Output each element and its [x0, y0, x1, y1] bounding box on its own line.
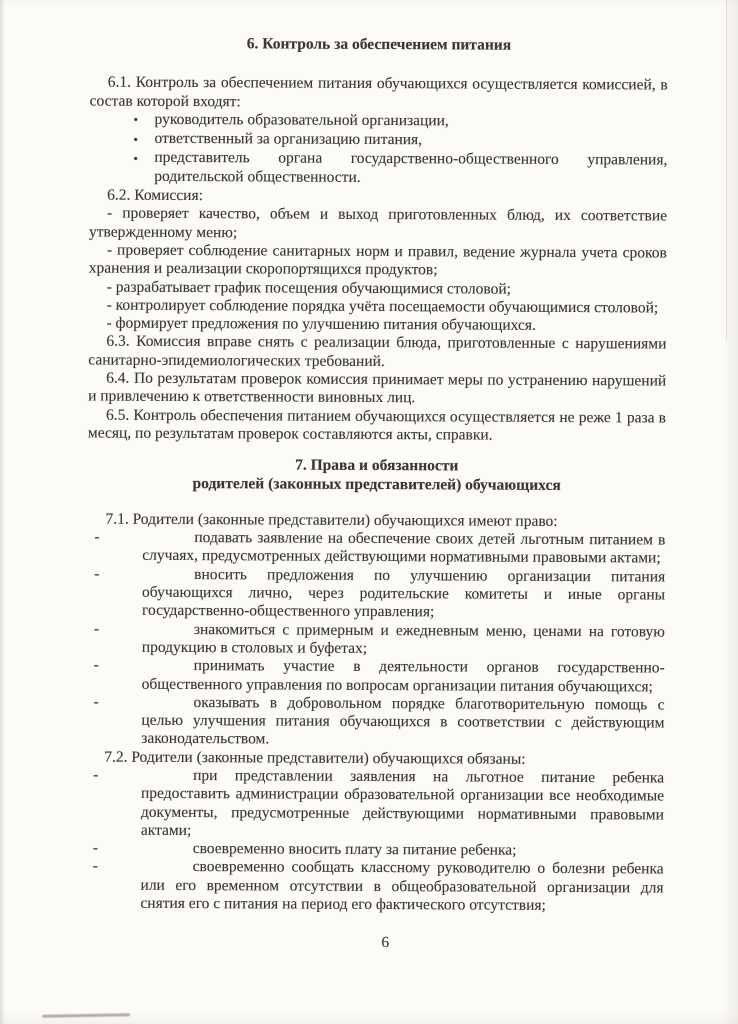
list-item [87, 529, 665, 569]
list-item-text: при представлении заявления на льготное питание ребенка предоставить администрации образовательной организации все необходимые документы, предусмотренные действующими нормативными правовыми актами; [140, 767, 665, 839]
paragraph-7-1: 7.1. Родители (законные представители) обучающихся имеют право: [105, 510, 558, 530]
list-item-text: ответственный за организацию питания, [154, 130, 423, 149]
commission-functions-list [88, 205, 667, 336]
list-item-text: оказывать в добровольном порядке благотворительную помощь с целью улучшения питания обучающихся в соответствии с действующим законодательством. [141, 693, 665, 748]
paragraph-6-5: 6.5. Контроль обеспечения питанием обучающихся осуществляется не реже 1 раза в месяц, по результатам проверок составляются акты, справки. [87, 406, 667, 444]
dash-marker: - [94, 528, 100, 546]
list-item-text: руководитель образовательной организации, [154, 110, 449, 130]
list-item [85, 858, 663, 916]
dash-marker: - [93, 693, 99, 711]
paragraph-6-2: 6.2. Комиссия: [107, 186, 203, 205]
scan-edge-artifact [726, 0, 727, 340]
parent-rights-list [86, 529, 665, 752]
list-item: - проверяет соблюдение санитарных норм и правил, ведение журнала учета сроков хранения и реализации скоропортящихся продуктов; [88, 241, 667, 279]
list-item-text: своевременно вносить плату за питание ребенка; [192, 840, 517, 859]
bullet-icon: • [133, 112, 139, 128]
list-item [89, 130, 667, 151]
dash-marker: - [94, 565, 100, 583]
parent-duties-list [85, 766, 664, 915]
section-7-heading-line1: 7. Права и обязанности [295, 456, 459, 475]
list-item [87, 620, 665, 660]
list-item [90, 110, 668, 131]
list-item [86, 693, 664, 751]
list-item [87, 657, 665, 697]
dash-marker: - [93, 656, 99, 674]
page-number: 6 [381, 934, 390, 952]
dash-marker: - [92, 857, 98, 876]
list-item: - разрабатывает график посещения обучающимися столовой; [106, 278, 512, 298]
paragraph-6-4: 6.4. По результатам проверок комиссия принимает меры по устранению нарушений и привлечению к ответственности виновных лиц. [88, 369, 667, 407]
list-item-text: вносить предложения по улучшению организации питания обучающихся лично, через родительские комитеты и иные органы государственно-общественного управления; [141, 565, 666, 621]
paragraph-7-2: 7.2. Родители (законные представители) обучающихся обязаны: [104, 748, 526, 768]
dash-marker: - [93, 620, 100, 638]
section-7-heading-line2: родителей (законных представителей) обучающихся [192, 474, 561, 494]
list-item-text: принимать участие в деятельности органов государственно-общественного управления по вопросам организации питания обучающихся; [141, 657, 665, 695]
list-item-text: подавать заявление на обеспечение своих детей льготным питанием в случаях, предусмотренных действующими нормативными правовыми актами; [142, 529, 666, 567]
dash-marker: - [93, 766, 99, 784]
list-item-text: представитель органа государственно-общественного управления, родительской общественности. [154, 149, 668, 186]
list-item-text: своевременно сообщать классному руководителю о болезни ребенка или его временном отсутствии в общеобразовательной организации для снятия его с питания на период его фактического отсутствия; [140, 858, 664, 914]
list-item [89, 149, 667, 189]
list-item: - проверяет качество, объем и выход приготовленных блюд, их соответствие утвержденному меню; [88, 204, 668, 241]
bullet-list [89, 110, 667, 188]
bullet-icon: • [133, 150, 138, 166]
paragraph-6-3: 6.3. Комиссия вправе снять с реализации блюда, приготовленные с нарушениями санитарно-эпидемиологических требований. [88, 333, 667, 370]
section-6-heading: 6. Контроль за обеспечением питания [246, 35, 512, 54]
list-item [86, 766, 664, 842]
document-page [85, 34, 668, 969]
paragraph-6-1: 6.1. Контроль за обеспечением питания обучающихся осуществляется комиссией, в состав которой входят: [89, 73, 668, 110]
dash-marker: - [92, 839, 98, 857]
list-item: - контролирует соблюдение порядка учёта посещаемости обучающимися столовой; [106, 296, 659, 317]
bullet-icon: • [133, 131, 139, 147]
list-item-text: знакомиться с примерным и ежедневным меню, ценами на готовую продукцию в столовых и буфетах; [141, 620, 665, 657]
list-item [87, 565, 665, 623]
list-item: - формирует предложения по улучшению питания обучающихся. [106, 314, 536, 334]
